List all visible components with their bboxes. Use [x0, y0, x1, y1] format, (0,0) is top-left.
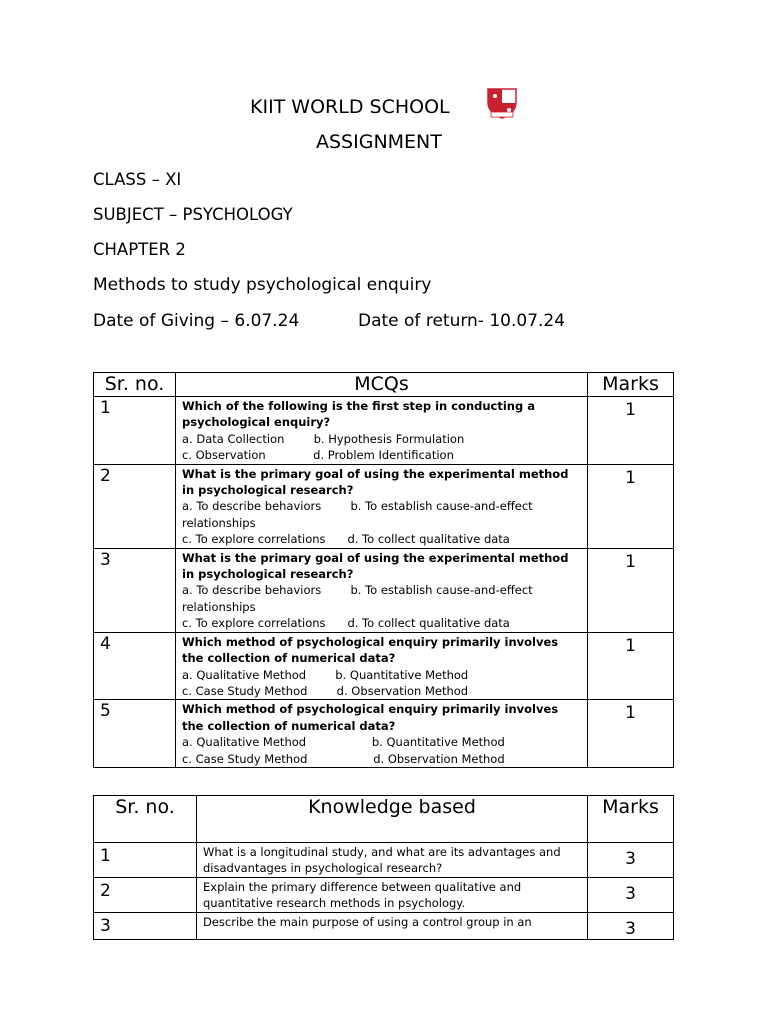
- mcq-cell: [176, 548, 588, 632]
- mcq-cell: [176, 397, 588, 465]
- col-header-sr: Sr. no.: [94, 796, 197, 843]
- marks: 1: [588, 464, 674, 548]
- marks: 1: [588, 397, 674, 465]
- mcq-cell: [176, 632, 588, 700]
- options-line: c. Case Study Method d. Observation Method: [182, 683, 469, 698]
- question-text: Explain the primary difference between qualitative and quantitative research methods in psychology.: [197, 877, 588, 912]
- subject-line: SUBJECT – PSYCHOLOGY: [93, 205, 293, 224]
- question-text: What is the primary goal of using the experimental method in psychological research?: [182, 550, 569, 582]
- col-header-knowledge: Knowledge based: [197, 796, 588, 843]
- sr-no: 3: [94, 548, 176, 632]
- date-of-return: Date of return- 10.07.24: [358, 311, 566, 331]
- options-line: a. Data Collection b. Hypothesis Formulation: [182, 431, 465, 446]
- question-text: What is a longitudinal study, and what are its advantages and disadvantages in psychological research?: [197, 843, 588, 878]
- assignment-title: ASSIGNMENT: [316, 131, 442, 153]
- sr-no: 2: [94, 464, 176, 548]
- table-row: [94, 632, 674, 700]
- options-line: c. To explore correlations d. To collect qualitative data: [182, 532, 510, 547]
- school-crest-icon: [484, 86, 520, 120]
- marks: 3: [588, 877, 674, 912]
- options-line: a. Qualitative Method b. Quantitative Method: [182, 667, 469, 682]
- school-name: KIIT WORLD SCHOOL: [250, 96, 450, 118]
- mcq-table: [93, 372, 674, 768]
- sr-no: 2: [94, 877, 197, 912]
- sr-no: 1: [94, 843, 197, 878]
- sr-no: 3: [94, 912, 197, 939]
- table-row: [94, 700, 674, 768]
- sr-no: 4: [94, 632, 176, 700]
- options-line: a. Qualitative Method b. Quantitative Method: [182, 735, 505, 750]
- sr-no: 5: [94, 700, 176, 768]
- table-row: [94, 548, 674, 632]
- sr-no: 1: [94, 397, 176, 465]
- table-row: [94, 397, 674, 465]
- knowledge-table: [93, 795, 674, 940]
- table-row: [94, 464, 674, 548]
- question-text: What is the primary goal of using the experimental method in psychological research?: [182, 466, 569, 498]
- options-line: a. To describe behaviors b. To establish cause-and-effect relationships: [182, 583, 537, 614]
- topic-line: Methods to study psychological enquiry: [93, 275, 432, 295]
- marks: 3: [588, 843, 674, 878]
- class-line: CLASS – XI: [93, 170, 182, 189]
- marks: 1: [588, 700, 674, 768]
- mcq-cell: [176, 464, 588, 548]
- options-line: c. Case Study Method d. Observation Method: [182, 751, 505, 766]
- col-header-sr: Sr. no.: [94, 373, 176, 397]
- date-of-giving: Date of Giving – 6.07.24: [93, 311, 300, 331]
- options-line: c. Observation d. Problem Identification: [182, 448, 454, 463]
- table-row: [94, 877, 674, 912]
- col-header-marks: Marks: [588, 796, 674, 843]
- marks: 1: [588, 548, 674, 632]
- marks: 3: [588, 912, 674, 939]
- mcq-cell: [176, 700, 588, 768]
- table-row: [94, 912, 674, 939]
- marks: 1: [588, 632, 674, 700]
- question-text: Which of the following is the first step in conducting a psychological enquiry?: [182, 399, 535, 430]
- options-line: a. To describe behaviors b. To establish cause-and-effect relationships: [182, 499, 537, 530]
- col-header-mcqs: MCQs: [176, 373, 588, 397]
- options-line: c. To explore correlations d. To collect qualitative data: [182, 616, 510, 631]
- question-text: Which method of psychological enquiry primarily involves the collection of numerical data?: [182, 702, 559, 733]
- mcq-header-row: [94, 373, 674, 397]
- question-text: Which method of psychological enquiry primarily involves the collection of numerical data?: [182, 634, 559, 666]
- col-header-marks: Marks: [588, 373, 674, 397]
- table-row: [94, 843, 674, 878]
- question-text: Describe the main purpose of using a control group in an: [197, 912, 588, 939]
- knowledge-header-row: [94, 796, 674, 843]
- chapter-line: CHAPTER 2: [93, 240, 186, 259]
- dates-line: [93, 311, 566, 331]
